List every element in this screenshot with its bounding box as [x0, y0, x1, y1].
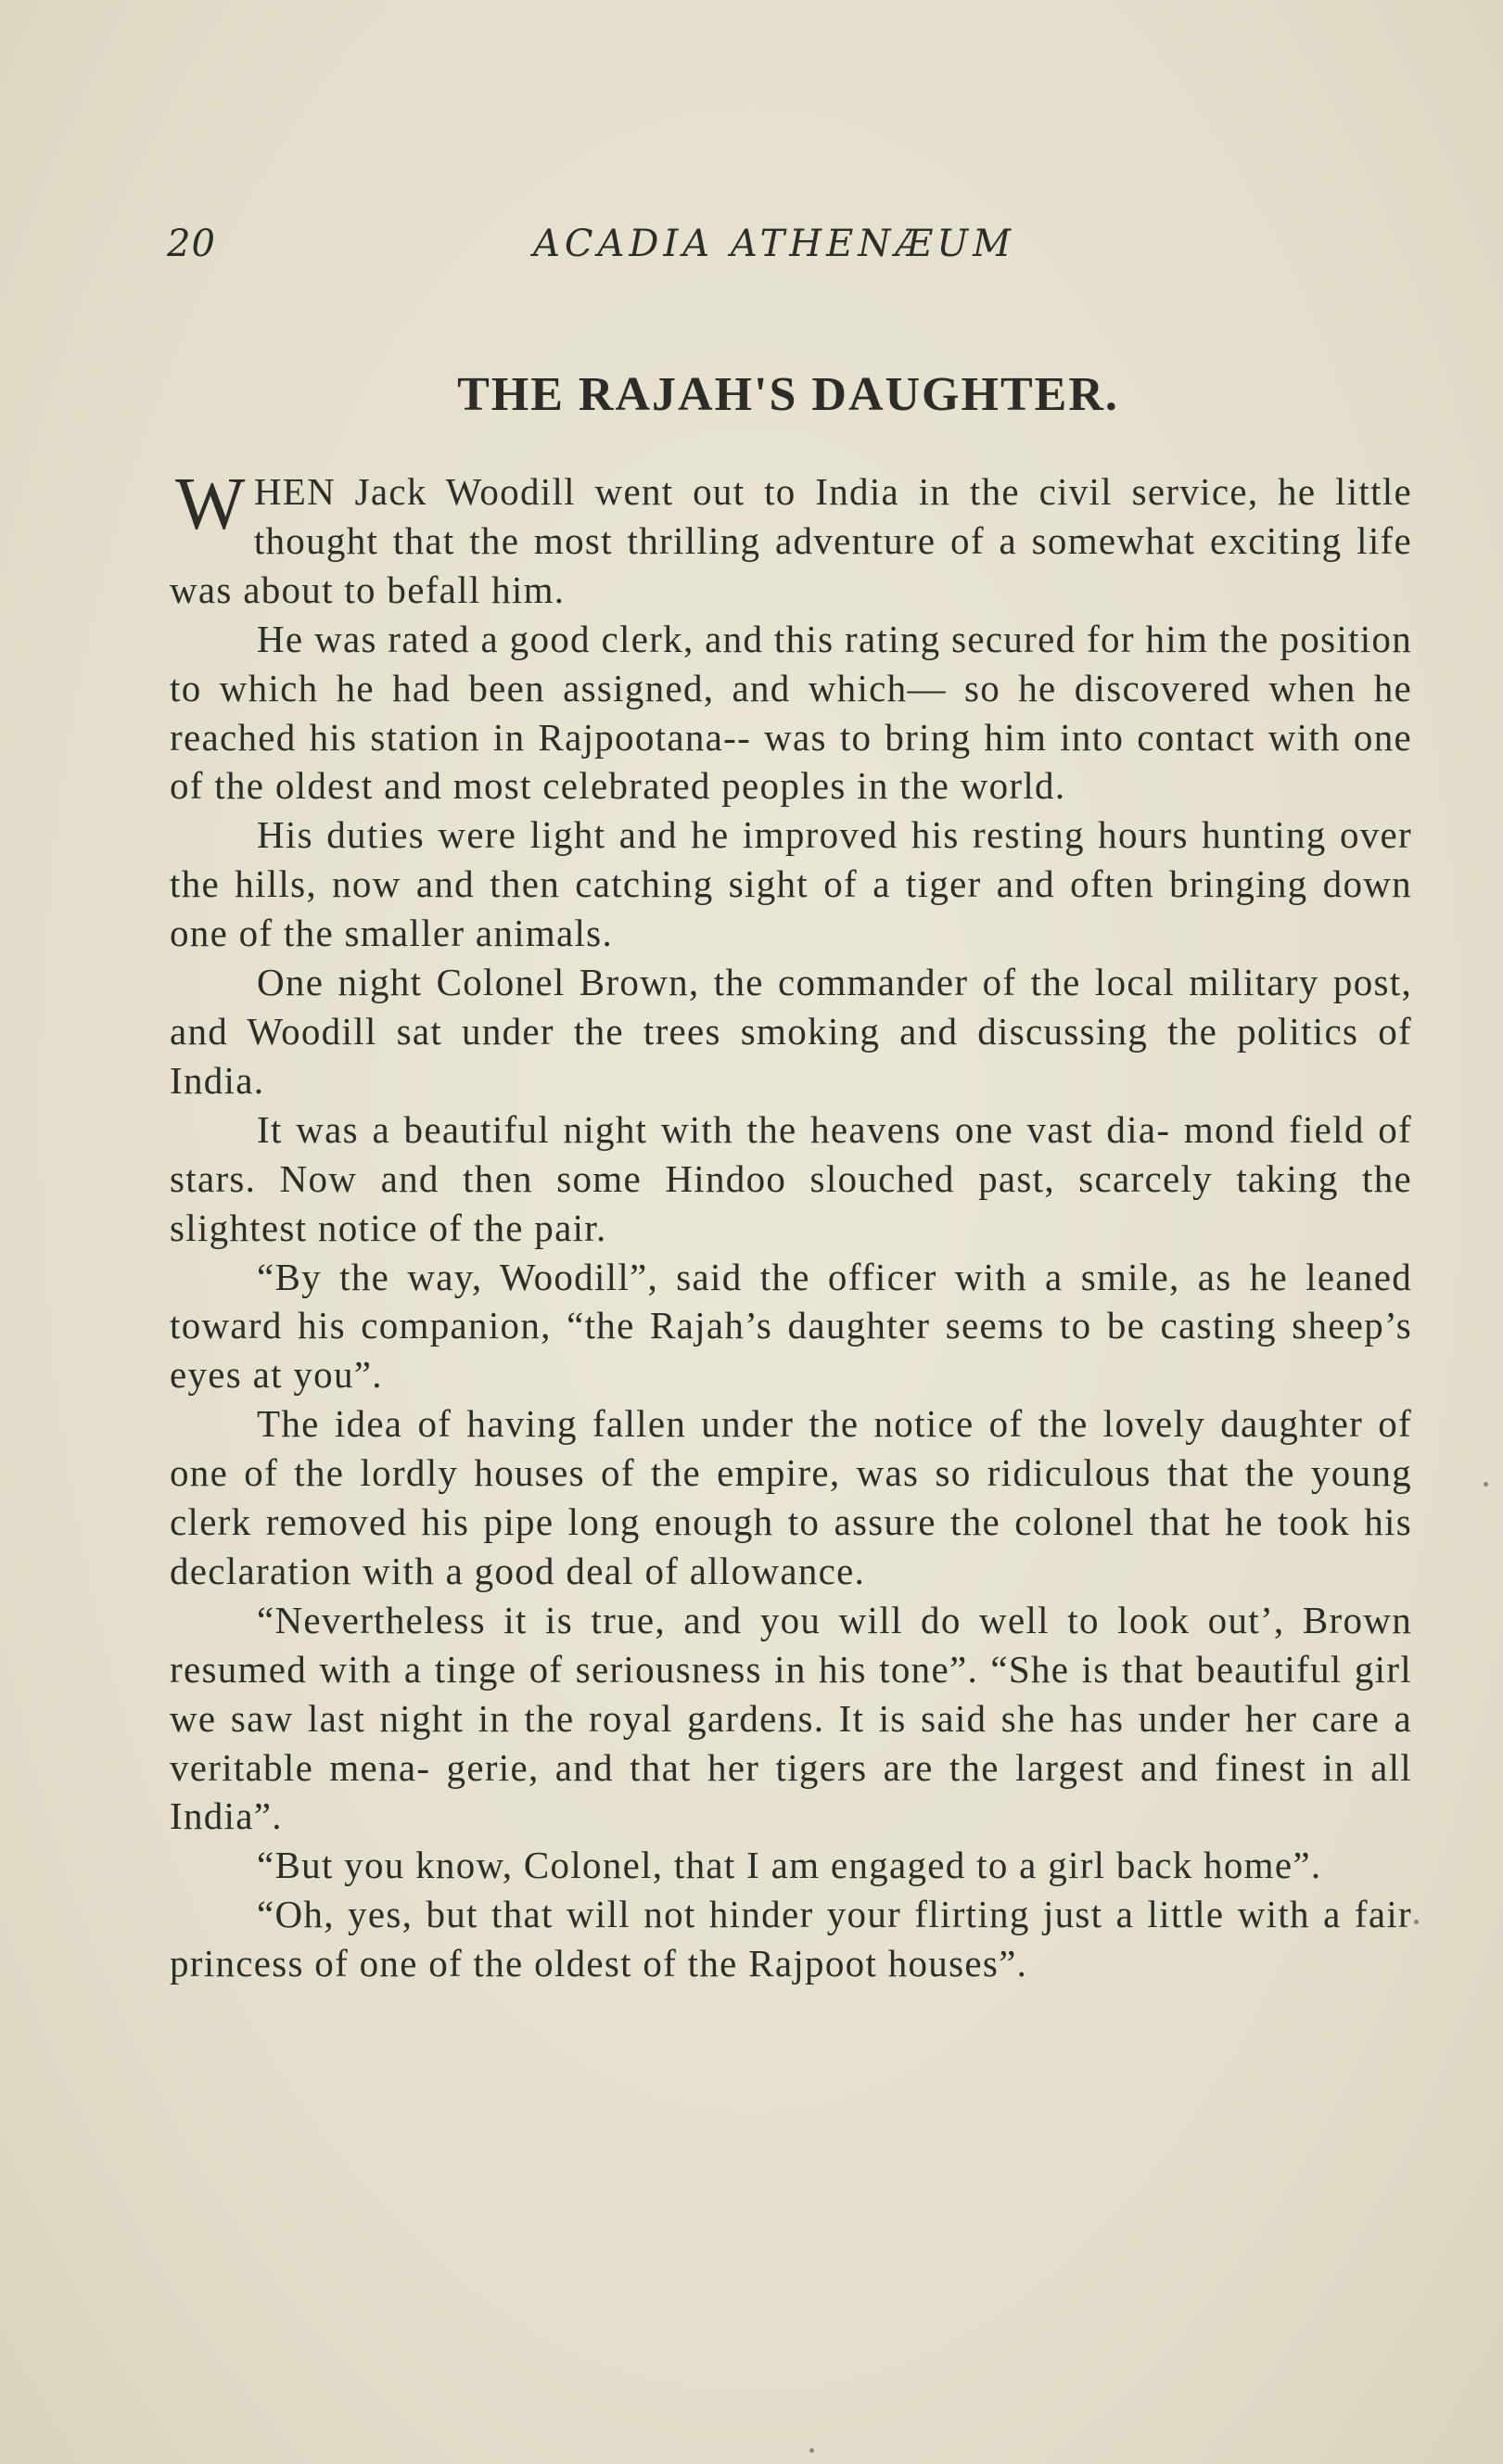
paragraph-1 — [170, 464, 1412, 615]
paragraph-7: The idea of having fallen under the notice of the lovely daughter of one of the lordly houses of the empire, was so ridiculous that the young clerk removed his pipe long enough to assure the colonel that he took his declaration with a good deal of allowance. — [170, 1402, 1412, 1592]
page-number: 20 — [167, 223, 216, 265]
paper-speck — [1484, 1482, 1488, 1487]
drop-cap: W — [175, 464, 247, 545]
paper-speck — [809, 2448, 814, 2453]
paragraph-10: “Oh, yes, but that will not hinder your flirting just a little with a fair princess of one of the oldest of the Rajpoot houses”. — [170, 1893, 1412, 1985]
paragraph-3: His duties were light and he improved his resting hours hunting over the hills, now and then catching sight of a tiger and often bringing down one of the smaller animals. — [170, 813, 1412, 955]
paper-speck — [1414, 1920, 1419, 1924]
paragraph-4: One night Colonel Brown, the commander of the local military post, and Woodill sat under the trees smoking and discussing the politics of India. — [170, 961, 1412, 1102]
article-title: THE RAJAH'S DAUGHTER. — [457, 368, 1119, 421]
paragraph-5: It was a beautiful night with the heavens one vast dia- mond field of stars. Now and then some Hindoo slouched past, scarcely taking the slightest notice of the pair. — [170, 1107, 1412, 1249]
page-header — [167, 223, 1409, 278]
paragraph-9: “But you know, Colonel, that I am engaged to a girl back home”. — [257, 1844, 1322, 1887]
paragraph-2: He was rated a good clerk, and this rating secured for him the position to which he had been assigned, and which— so he discovered when he reached his station in Rajpootana-- was to bring him into contact with one of the oldest and most celebrated peoples in the world. — [170, 617, 1412, 808]
article-body — [170, 464, 1412, 1988]
running-head: ACADIA ATHENÆUM — [533, 223, 1016, 265]
paragraph-6: “By the way, Woodill”, said the officer with a smile, as he leaned toward his companion, “the Rajah’s daughter seems to be casting sheep’s eyes at you”. — [170, 1255, 1412, 1397]
paragraph-8: “Nevertheless it is true, and you will do well to look out’, Brown resumed with a tinge of seriousness in his tone”. “She is that beautiful girl we saw last night in the royal gardens. It is said she has under her care a veritable mena- gerie, and that her tigers are the largest and finest in all India”. — [170, 1598, 1412, 1838]
paragraph-1-text: HEN Jack Woodill went out to India in the civil service, he little thought that the most thrilling adventure of a somewhat exciting life was about to befall him. — [170, 470, 1412, 611]
